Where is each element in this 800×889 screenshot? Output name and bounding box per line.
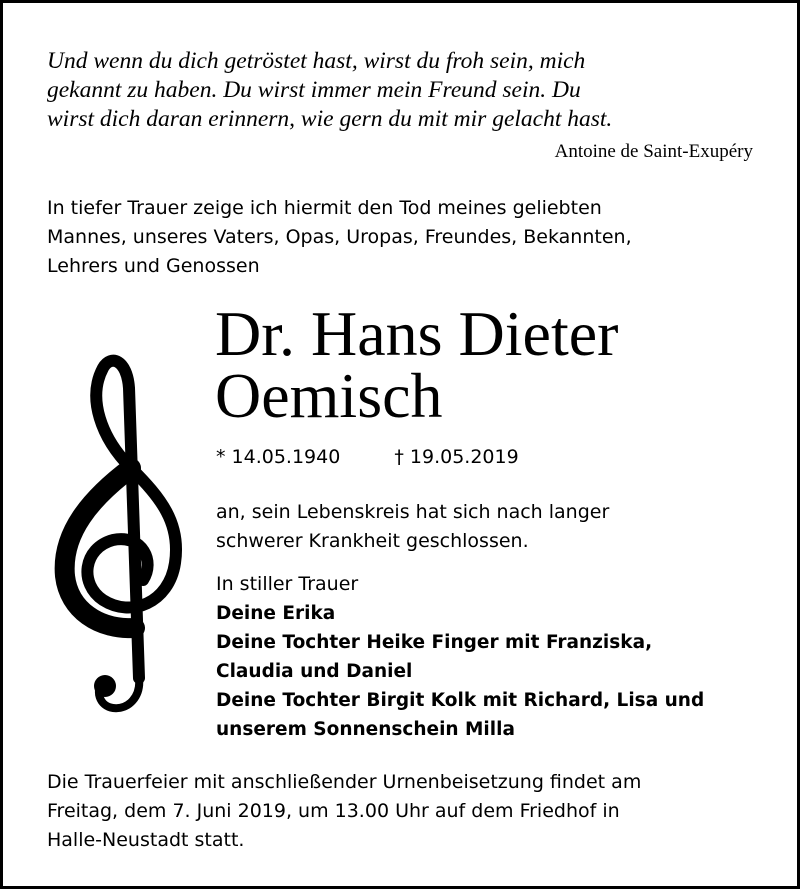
statement-text [216, 498, 756, 556]
intro-text [47, 194, 767, 281]
deceased-name [215, 298, 619, 431]
deceased-name-line1: Dr. Hans Dieter [215, 298, 619, 369]
treble-clef-icon [51, 348, 191, 718]
mourner-line: Deine Erika [216, 603, 336, 624]
death-date: † 19.05.2019 [394, 446, 519, 468]
deceased-name-line2: Oemisch [215, 360, 443, 431]
life-dates [216, 444, 519, 470]
birth-date: * 14.05.1940 [216, 446, 341, 468]
mourner-line: Deine Tochter Birgit Kolk mit Richard, Lisa und [216, 690, 705, 711]
funeral-line: Die Trauerfeier mit anschließender Urnenbeisetzung findet am [47, 771, 642, 793]
mourners-list [216, 570, 776, 744]
funeral-info [47, 768, 767, 855]
funeral-line: Halle-Neustadt statt. [47, 829, 245, 851]
quote-line: wirst dich daran erinnern, wie gern du mit mir gelacht hast. [47, 106, 613, 132]
intro-line: In tiefer Trauer zeige ich hiermit den Tod meines geliebten [47, 197, 602, 219]
mourner-line: unserem Sonnenschein Milla [216, 719, 515, 740]
mourner-line: Deine Tochter Heike Finger mit Franziska, [216, 632, 653, 653]
intro-line: Lehrers und Genossen [47, 255, 260, 277]
mourners-lead: In stiller Trauer [216, 573, 359, 595]
mourner-line: Claudia und Daniel [216, 661, 413, 682]
funeral-line: Freitag, dem 7. Juni 2019, um 13.00 Uhr auf dem Friedhof in [47, 800, 620, 822]
quote-line: gekannt zu haben. Du wirst immer mein Freund sein. Du [47, 77, 581, 103]
quote [47, 47, 767, 134]
statement-line: schwerer Krankheit geschlossen. [216, 530, 529, 552]
quote-line: Und wenn du dich getröstet hast, wirst du froh sein, mich [47, 48, 586, 74]
quote-author: Antoine de Saint-Exupéry [554, 141, 753, 162]
intro-line: Mannes, unseres Vaters, Opas, Uropas, Freundes, Bekannten, [47, 226, 632, 248]
statement-line: an, sein Lebenskreis hat sich nach langer [216, 501, 610, 523]
